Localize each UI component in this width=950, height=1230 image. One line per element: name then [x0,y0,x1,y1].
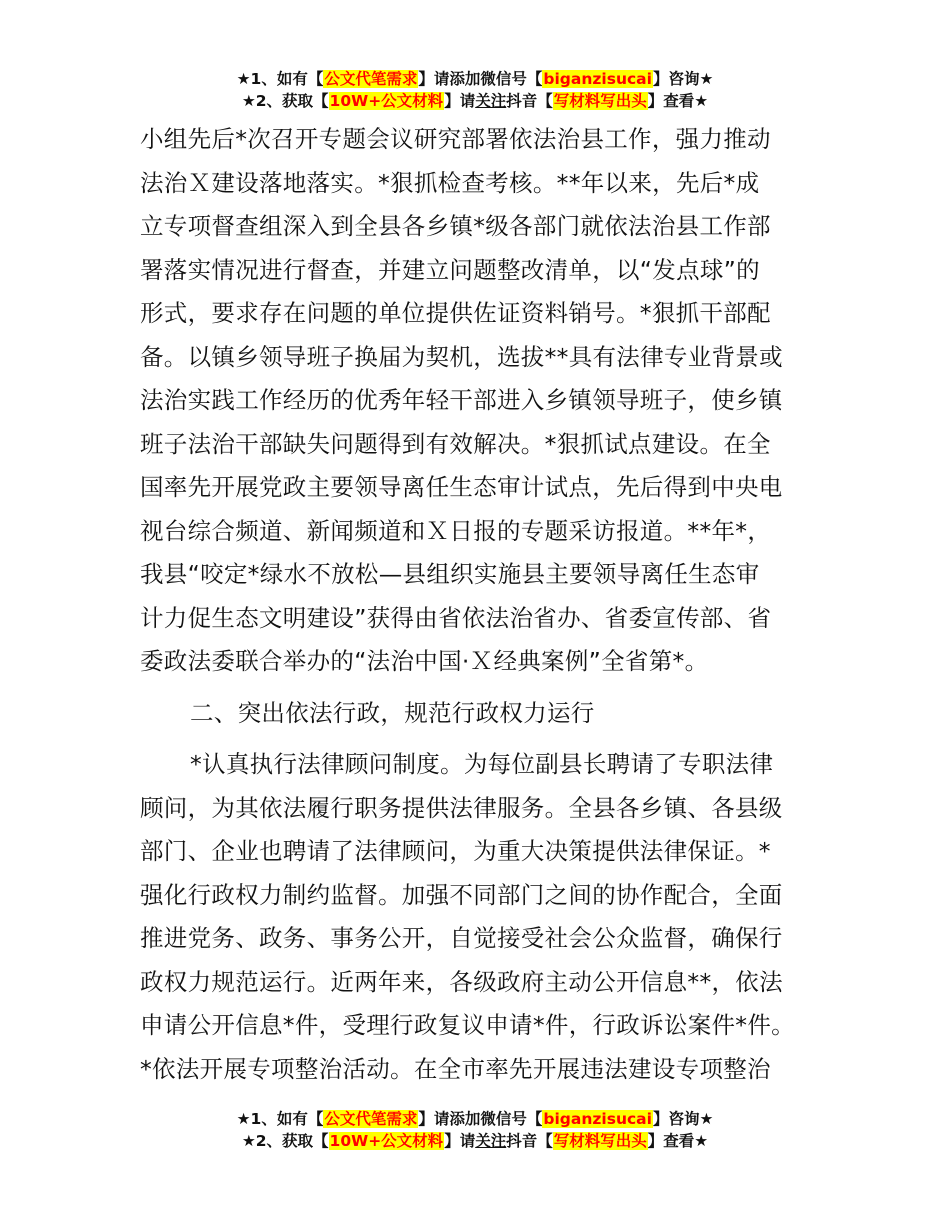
body-line: 国率先开展党政主要领导离任生态审计试点，先后得到中央电 [140,473,783,501]
body-line: 立专项督查组深入到全县各乡镇*级各部门就依法治县工作部 [140,212,771,240]
body-line: 法治Ｘ建设落地落实。*狠抓检查考核。**年以来，先后*成 [140,168,760,197]
body-line: 推进党务、政务、事务公开，自觉接受社会公众监督，确保行 [140,924,783,952]
body-line: *依法开展专项整治活动。在全市率先开展违法建设专项整治 [140,1054,771,1083]
body-line: 申请公开信息*件，受理行政复议申请*件，行政诉讼案件*件。 [140,1011,795,1039]
body-line: 备。以镇乡领导班子换届为契机，选拔**具有法律专业背景或 [140,342,783,371]
highlight-ghostwriting: 公文代笔需求 [324,70,418,88]
body-line: 署落实情况进行督查，并建立问题整改清单，以“发点球”的 [140,255,760,284]
body-line: 视台综合频道、新闻频道和Ｘ日报的专题采访报道。**年*， [140,516,772,545]
banner-line-1: ★1、如有【公文代笔需求】请添加微信号【biganzisucai】咨询★ [236,1110,714,1128]
footer-banner [0,1108,950,1152]
body-line: 强化行政权力制约监督。加强不同部门之间的协作配合，全面 [140,880,783,909]
body-line: 计力促生态文明建设”获得由省依法治省办、省委宣传部、省 [140,603,772,632]
body-line: 政权力规范运行。近两年来，各级政府主动公开信息**，依法 [140,967,783,996]
highlight-materials: 10W+公文材料 [329,92,444,110]
highlight-wechat-id: biganzisucai [543,1110,652,1128]
section-heading: 二、突出依法行政，规范行政权力运行 [190,698,595,727]
highlight-douyin: 写材料写出头 [553,92,647,110]
body-line: 法治实践工作经历的优秀年轻干部进入乡镇领导班子，使乡镇 [140,386,783,414]
body-line: 小组先后*次召开专题会议研究部署依法治县工作，强力推动 [140,125,771,153]
body-line: 我县“咬定*绿水不放松—县组织实施县主要领导离任生态审 [140,560,760,588]
paragraph-gap [140,735,830,743]
body-line: *认真执行法律顾问制度。为每位副县长聘请了专职法律 [190,750,774,778]
body-line: 顾问，为其依法履行职务提供法律服务。全县各乡镇、各县级 [140,793,783,822]
body-line: 形式，要求存在问题的单位提供佐证资料销号。*狠抓干部配 [140,299,771,327]
body-line: 委政法委联合举办的“法治中国·Ｘ经典案例”全省第*。 [140,647,709,675]
banner-line-2: ★2、获取【10W+公文材料】请关注抖音【写材料写出头】查看★ [241,1132,709,1150]
body-line: 班子法治干部缺失问题得到有效解决。*狠抓试点建设。在全 [140,429,771,458]
highlight-materials: 10W+公文材料 [329,1132,444,1150]
banner-line-1: ★1、如有【公文代笔需求】请添加微信号【biganzisucai】咨询★ [236,70,714,88]
paragraph-gap [140,684,830,692]
document-body [140,118,830,1091]
highlight-wechat-id: biganzisucai [543,70,652,88]
header-banner [0,68,950,112]
banner-line-2: ★2、获取【10W+公文材料】请关注抖音【写材料写出头】查看★ [241,92,709,110]
body-line: 部门、企业也聘请了法律顾问，为重大决策提供法律保证。* [140,837,771,865]
highlight-ghostwriting: 公文代笔需求 [324,1110,418,1128]
highlight-douyin: 写材料写出头 [553,1132,647,1150]
